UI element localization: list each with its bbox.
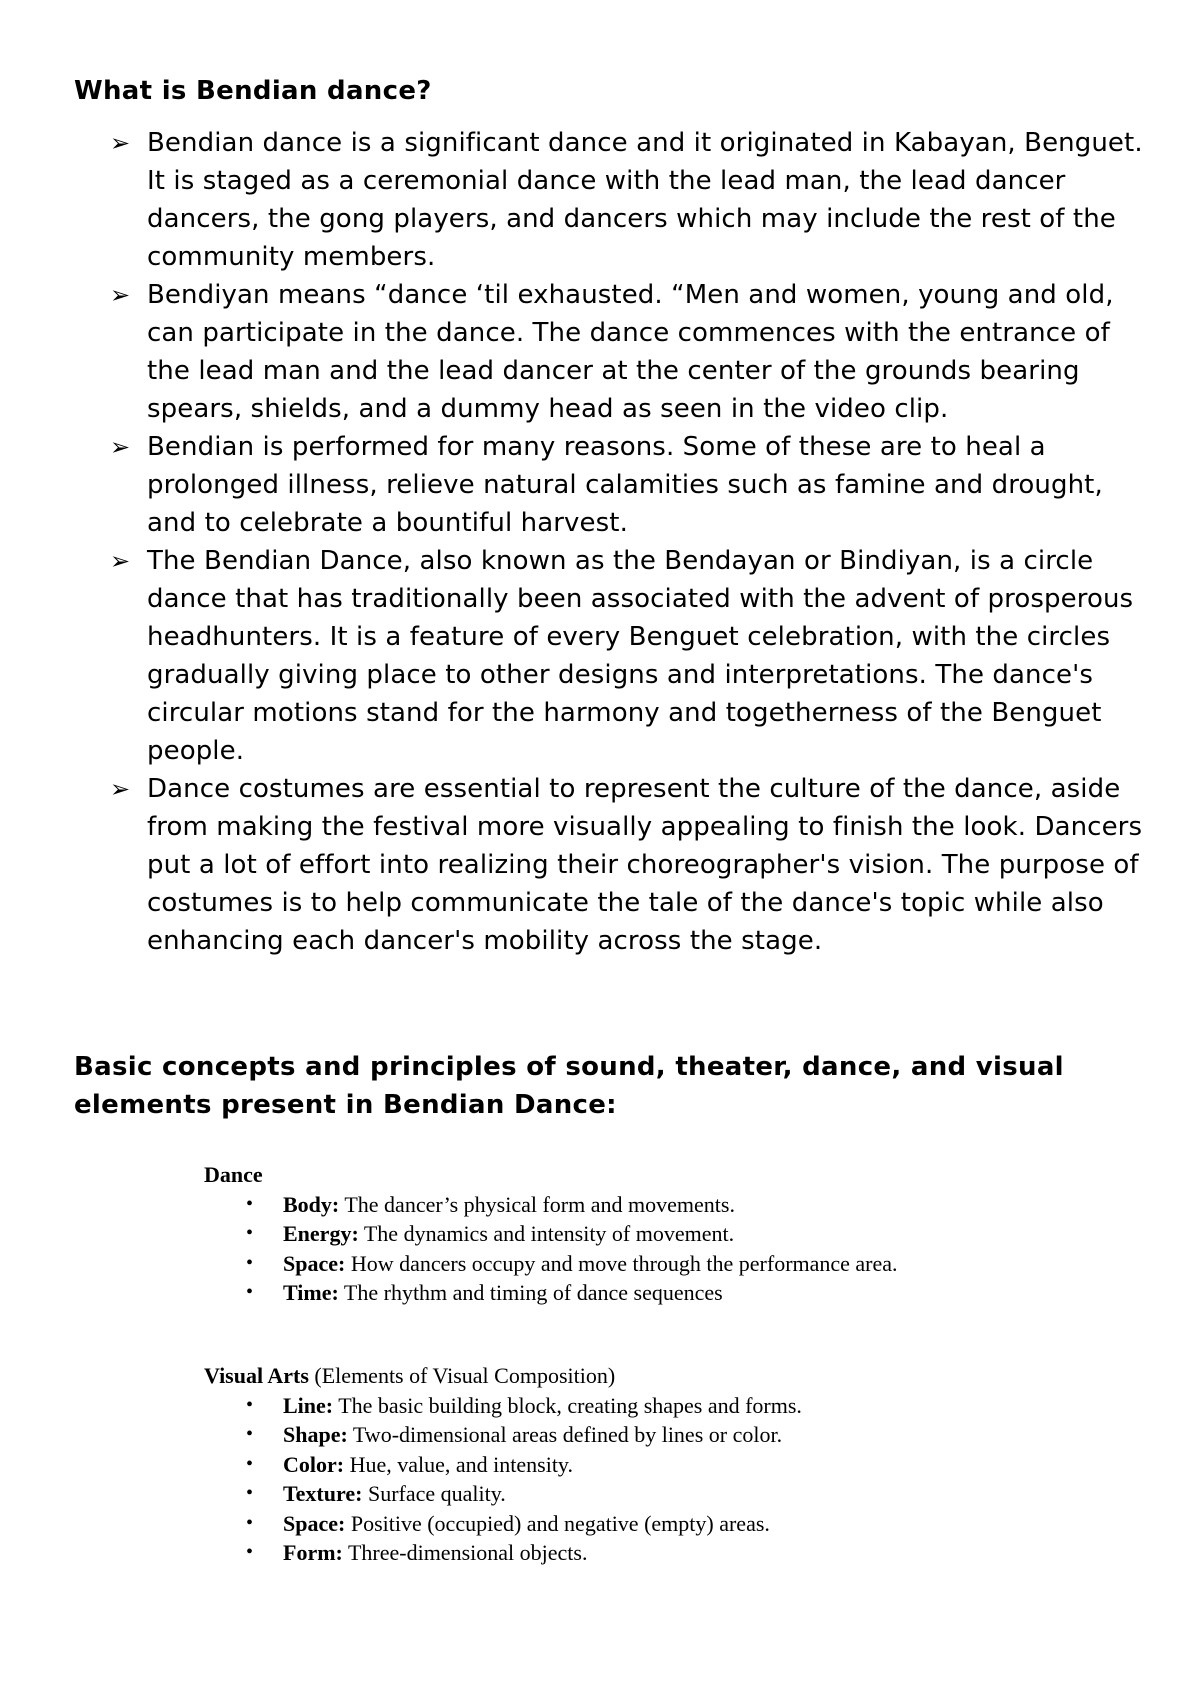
term-label: Line: — [283, 1392, 334, 1418]
list-item — [204, 1509, 1084, 1539]
term-label: Energy: — [283, 1221, 359, 1246]
visual-arts-block — [204, 1361, 1084, 1568]
list-item — [204, 1391, 1084, 1421]
bullet-text: The Bendian Dance, also known as the Bendayan or Bindiyan, is a circle dance that has traditionally been associated with the advent of prosperous headhunters. It is a feature of every Benguet celebration, with the circles gradually giving place to other designs and interpretations. The dance's circular motions stand for the harmony and togetherness of the Benguet people. — [147, 546, 1134, 766]
term-label: Form: — [283, 1540, 343, 1565]
dance-heading: Dance — [204, 1162, 263, 1187]
list-item — [74, 542, 1154, 770]
bullet-dot-icon: • — [246, 1251, 254, 1274]
bullet-text: Bendian dance is a significant dance and it originated in Kabayan, Benguet. It is staged as a ceremonial dance with the lead man, the lead dancer dancers, the gong players, and dancers which may include the rest of the community members. — [147, 128, 1143, 272]
list-item — [204, 1450, 1084, 1480]
bullet-dot-icon: • — [246, 1452, 254, 1475]
term-description: Positive (occupied) and negative (empty) areas. — [345, 1510, 770, 1536]
bullet-dot-icon: • — [246, 1222, 254, 1244]
list-item — [204, 1479, 1084, 1509]
list-item — [74, 124, 1154, 276]
bullet-dot-icon: • — [246, 1393, 254, 1416]
list-item — [204, 1219, 1084, 1249]
bendian-bullet-list — [74, 124, 1154, 960]
term-label: Space: — [283, 1250, 346, 1276]
list-item — [204, 1190, 1084, 1220]
arrow-bullet-icon: ➢ — [110, 433, 131, 461]
term-description: Hue, value, and intensity. — [344, 1451, 573, 1477]
term-description: Three-dimensional objects. — [342, 1540, 588, 1565]
list-item — [74, 770, 1154, 960]
term-description: The rhythm and timing of dance sequences — [338, 1280, 723, 1305]
term-label: Space: — [283, 1510, 346, 1536]
bullet-dot-icon: • — [246, 1281, 254, 1303]
bullet-dot-icon: • — [246, 1541, 254, 1563]
list-item — [74, 276, 1154, 428]
visual-arts-heading: Visual Arts (Elements of Visual Composition) — [204, 1363, 616, 1388]
list-item — [204, 1249, 1084, 1279]
section-heading-bendian: What is Bendian dance? — [74, 76, 432, 106]
arrow-bullet-icon: ➢ — [110, 129, 131, 157]
arrow-bullet-icon: ➢ — [110, 547, 131, 575]
visual-arts-list — [204, 1391, 1084, 1568]
list-item — [74, 428, 1154, 542]
term-label: Color: — [283, 1451, 345, 1477]
bullet-dot-icon: • — [246, 1192, 254, 1215]
term-label: Time: — [283, 1280, 339, 1305]
term-description: Two-dimensional areas defined by lines or color. — [347, 1422, 783, 1447]
dance-elements-block — [204, 1160, 1084, 1308]
term-description: Surface quality. — [362, 1481, 506, 1506]
arrow-bullet-icon: ➢ — [110, 775, 131, 803]
bullet-dot-icon: • — [246, 1423, 254, 1445]
list-item — [204, 1538, 1084, 1568]
term-label: Texture: — [283, 1481, 363, 1506]
dance-elements-list — [204, 1190, 1084, 1308]
bullet-text: Dance costumes are essential to represent the culture of the dance, aside from making the festival more visually appealing to finish the look. Dancers put a lot of effort into realizing their choreographer's vision. The purpose of costumes is to help communicate the tale of the dance's topic while also enhancing each dancer's mobility across the stage. — [147, 774, 1143, 956]
bullet-dot-icon: • — [246, 1482, 254, 1504]
list-item — [204, 1278, 1084, 1308]
term-label: Shape: — [283, 1422, 348, 1447]
section-heading-concepts: Basic concepts and principles of sound, theater, dance, and visual elements present in Bendian Dance: — [74, 1052, 1064, 1120]
bullet-text: Bendiyan means “dance ‘til exhausted. “Men and women, young and old, can participate in the dance. The dance commences with the entrance of the lead man and the lead dancer at the center of the grounds bearing spears, shields, and a dummy head as seen in the video clip. — [147, 280, 1114, 424]
term-description: The basic building block, creating shapes and forms. — [333, 1392, 802, 1418]
arrow-bullet-icon: ➢ — [110, 281, 131, 309]
bullet-dot-icon: • — [246, 1511, 254, 1534]
term-description: The dancer’s physical form and movements. — [339, 1191, 735, 1217]
term-description: The dynamics and intensity of movement. — [358, 1221, 735, 1246]
term-label: Body: — [283, 1191, 340, 1217]
term-description: How dancers occupy and move through the performance area. — [345, 1250, 898, 1276]
list-item — [204, 1420, 1084, 1450]
bullet-text: Bendian is performed for many reasons. Some of these are to heal a prolonged illness, relieve natural calamities such as famine and drought, and to celebrate a bountiful harvest. — [147, 432, 1103, 538]
